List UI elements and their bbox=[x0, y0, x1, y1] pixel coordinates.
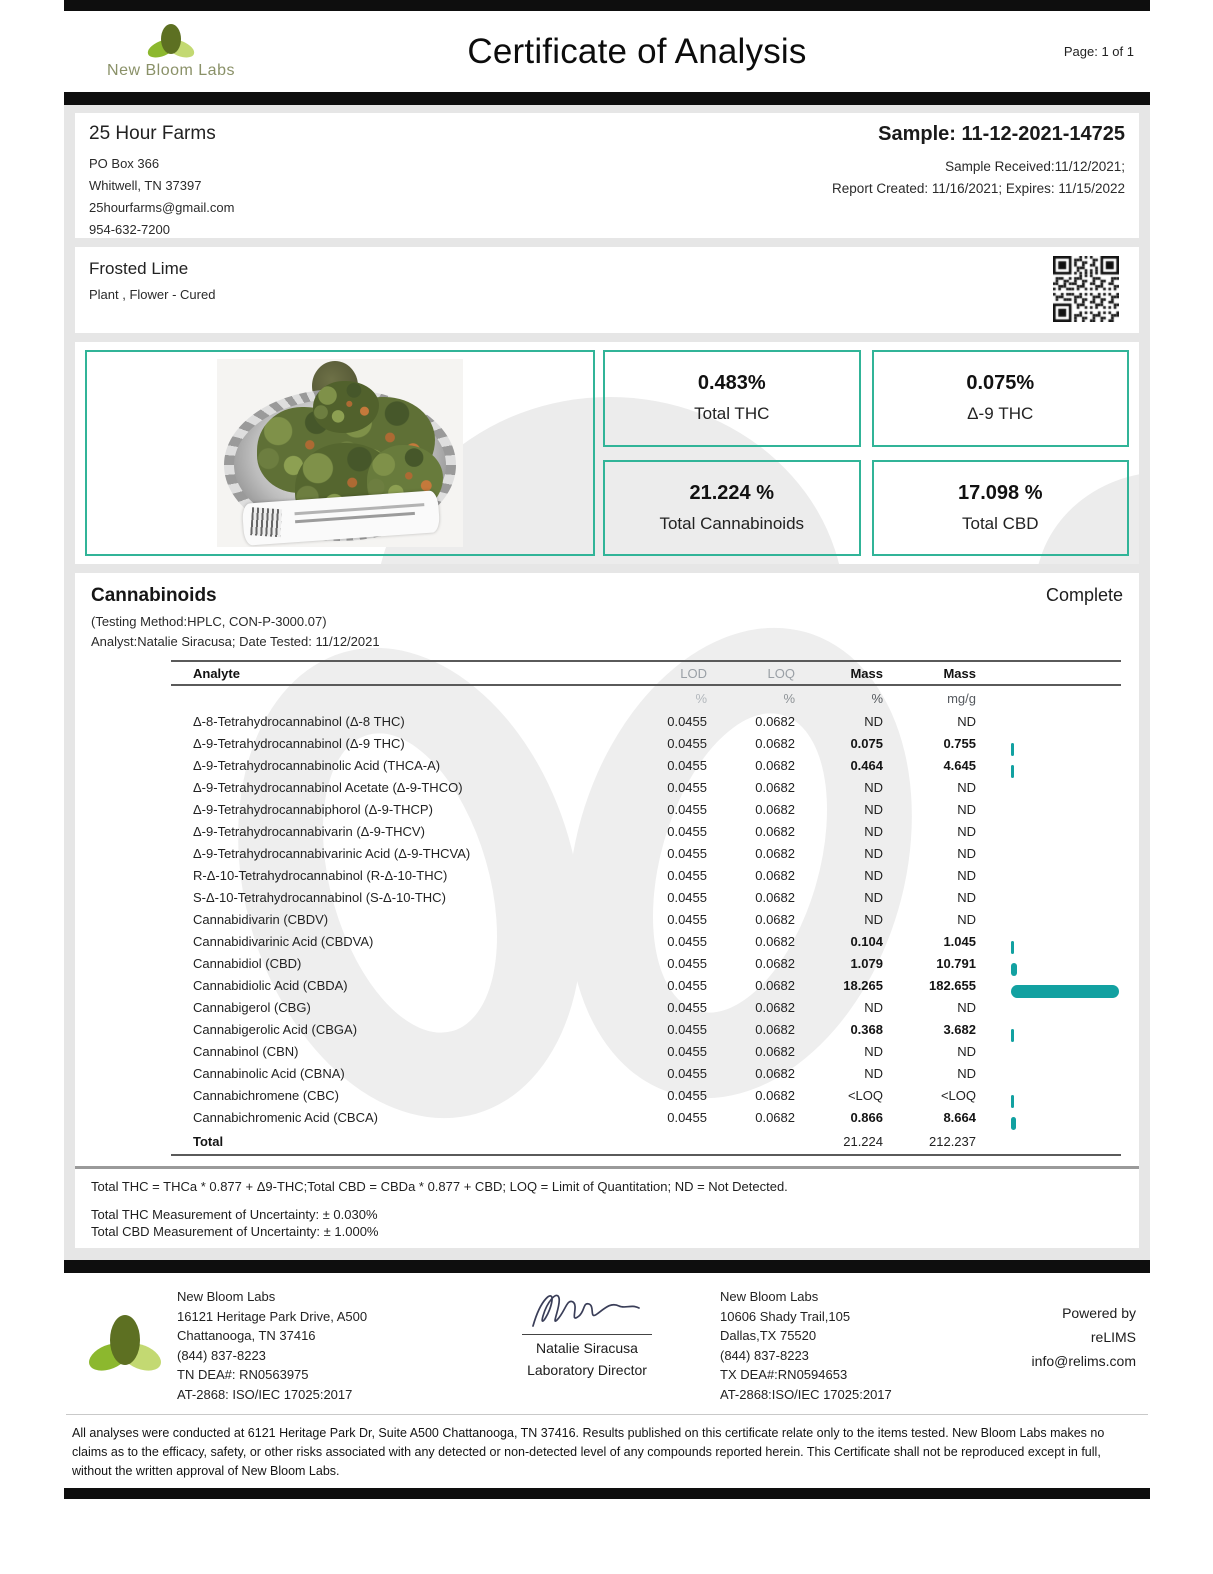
footer-line: 16121 Heritage Park Drive, A500 bbox=[177, 1308, 368, 1324]
calculation-note: Total THC = THCa * 0.877 + Δ9-THC;Total CBD = CBDa * 0.877 + CBD; LOQ = Limit of Quantitation; ND = Not Detected. bbox=[91, 1179, 788, 1194]
unit-lod: % bbox=[695, 690, 707, 706]
table-row: Δ-9-Tetrahydrocannabinol (Δ-9 THC) 0.0455 0.0682 0.075 0.755 bbox=[171, 732, 1121, 754]
table-row: Cannabichromene (CBC) 0.0455 0.0682 <LOQ <LOQ bbox=[171, 1084, 1121, 1106]
footer-line: info@relims.com bbox=[1031, 1353, 1136, 1369]
cbd-uncertainty-note: Total CBD Measurement of Uncertainty: ± 1.000% bbox=[91, 1224, 379, 1239]
table-row: Cannabinol (CBN) 0.0455 0.0682 ND ND bbox=[193, 1043, 976, 1059]
page-footer bbox=[64, 1273, 1150, 1414]
unit-mass-pct: % bbox=[871, 690, 883, 706]
footer-line: Powered by bbox=[1062, 1305, 1136, 1321]
footer-divider-bar bbox=[64, 1260, 1150, 1273]
sample-photo-frame bbox=[85, 350, 595, 556]
metric-value: 17.098 % bbox=[957, 481, 1043, 504]
table-row: S-Δ-10-Tetrahydrocannabinol (S-Δ-10-THC) 0.0455 0.0682 ND ND bbox=[193, 889, 976, 905]
sample-id: Sample: 11-12-2021-14725 bbox=[878, 123, 1125, 145]
client-info bbox=[89, 123, 235, 237]
footer-line: New Bloom Labs bbox=[177, 1289, 276, 1304]
unit-mass-mgg: mg/g bbox=[947, 690, 976, 706]
signatory-title: Laboratory Director bbox=[527, 1362, 647, 1378]
disclaimer-text: All analyses were conducted at 6121 Heritage Park Dr, Suite A500 Chattanooga, TN 37416. Results published on this certificate relate only to the items tested. New Bloom Labs makes no claims as to the efficacy, safety, or other risks associated with any detected or non-detected level of any compounds reported herein. This Certificate shall not be reproduced except in full, without the written approval of New Bloom Labs. bbox=[72, 1426, 1105, 1478]
table-row: Δ-8-Tetrahydrocannabinol (Δ-8 THC) 0.0455 0.0682 ND ND bbox=[193, 713, 976, 729]
footer-line: Dallas,TX 75520 bbox=[720, 1328, 817, 1343]
signature-scribble bbox=[527, 1286, 647, 1334]
lab-logo-text: New Bloom Labs bbox=[107, 61, 235, 79]
table-row: Cannabidiol (CBD) 0.0455 0.0682 1.079 10.791 bbox=[171, 952, 1121, 974]
footer-line: New Bloom Labs bbox=[720, 1289, 819, 1304]
table-row: R-Δ-10-Tetrahydrocannabinol (R-Δ-10-THC) 0.0455 0.0682 ND ND bbox=[193, 867, 976, 883]
table-row: Δ-9-Tetrahydrocannabiphorol (Δ-9-THCP) 0.0455 0.0682 ND ND bbox=[193, 801, 976, 817]
footer-line: Chattanooga, TN 37416 bbox=[177, 1328, 316, 1343]
header-divider-bar bbox=[64, 92, 1150, 105]
content-area bbox=[64, 105, 1150, 1260]
summary-metrics bbox=[603, 350, 1129, 556]
col-analyte: Analyte bbox=[193, 665, 240, 681]
metric-delta9-thc bbox=[872, 350, 1130, 447]
cannabinoids-table bbox=[171, 660, 1121, 1156]
table-row: Cannabinolic Acid (CBNA) 0.0455 0.0682 ND ND bbox=[193, 1065, 976, 1081]
thc-uncertainty-note: Total THC Measurement of Uncertainty: ± 0.030% bbox=[91, 1207, 378, 1222]
powered-by-block bbox=[967, 1283, 1142, 1408]
col-mass-mgg: Mass bbox=[943, 665, 976, 681]
product-card bbox=[75, 247, 1139, 333]
col-loq: LOQ bbox=[767, 665, 795, 681]
product-type: Plant , Flower - Cured bbox=[89, 287, 216, 302]
top-divider-bar bbox=[64, 0, 1150, 11]
metric-value: 0.483% bbox=[697, 372, 766, 395]
section-title: Cannabinoids bbox=[91, 585, 217, 606]
signature-image bbox=[522, 1283, 652, 1335]
client-email: 25hourfarms@gmail.com bbox=[89, 200, 235, 215]
col-mass-pct: Mass bbox=[850, 665, 883, 681]
qr-code bbox=[1053, 256, 1119, 322]
metric-label: Total CBD bbox=[961, 513, 1039, 533]
analyst-line: Analyst:Natalie Siracusa; Date Tested: 11/12/2021 bbox=[91, 634, 380, 649]
footer-line: (844) 837-8223 bbox=[720, 1347, 809, 1363]
product-name: Frosted Lime bbox=[89, 259, 189, 278]
signatory-name: Natalie Siracusa bbox=[536, 1340, 638, 1356]
table-row: Cannabidivarin (CBDV) 0.0455 0.0682 ND ND bbox=[193, 911, 976, 927]
cannabinoids-card bbox=[75, 573, 1139, 1248]
sample-info bbox=[832, 123, 1125, 228]
client-sample-card bbox=[75, 113, 1139, 238]
table-units-row bbox=[171, 686, 1121, 710]
page-number-label: Page: 1 of 1 bbox=[1063, 44, 1134, 59]
table-row: Cannabigerolic Acid (CBGA) 0.0455 0.0682 0.368 3.682 bbox=[171, 1018, 1121, 1040]
metric-label: Total Cannabinoids bbox=[659, 513, 805, 533]
client-address-line2: Whitwell, TN 37397 bbox=[89, 178, 202, 193]
metric-total-thc bbox=[603, 350, 861, 447]
metric-total-cbd bbox=[872, 460, 1130, 557]
sample-photo bbox=[217, 359, 463, 547]
client-address-line1: PO Box 366 bbox=[89, 156, 160, 171]
client-name: 25 Hour Farms bbox=[89, 123, 216, 144]
summary-card bbox=[75, 342, 1139, 564]
table-body bbox=[171, 710, 1121, 1156]
bottom-divider-bar bbox=[64, 1488, 1150, 1499]
testing-method: (Testing Method:HPLC, CON-P-3000.07) bbox=[91, 614, 327, 629]
table-total-row: Total 21.224 212.237 bbox=[193, 1133, 976, 1149]
footer-line: 10606 Shady Trail,105 bbox=[720, 1308, 851, 1324]
footer-lab-address-tn bbox=[177, 1283, 462, 1408]
footer-lab-address-tx bbox=[712, 1283, 967, 1408]
metric-value: 21.224 % bbox=[689, 481, 774, 504]
table-row: Cannabichromenic Acid (CBCA) 0.0455 0.0682 0.866 8.664 bbox=[171, 1106, 1121, 1128]
bloom-leaf-icon bbox=[145, 24, 197, 60]
footer-line: TX DEA#:RN0594653 bbox=[720, 1367, 848, 1382]
table-header-row bbox=[171, 660, 1121, 686]
footer-line: TN DEA#: RN0563975 bbox=[177, 1367, 309, 1382]
document-title: Certificate of Analysis bbox=[467, 31, 807, 71]
sample-received-date: Sample Received:11/12/2021; bbox=[945, 159, 1125, 174]
section-status: Complete bbox=[1045, 585, 1123, 605]
footer-line: AT-2868:ISO/IEC 17025:2017 bbox=[720, 1386, 892, 1402]
table-row: Cannabigerol (CBG) 0.0455 0.0682 ND ND bbox=[193, 999, 976, 1015]
col-lod: LOD bbox=[680, 665, 707, 681]
table-row: Δ-9-Tetrahydrocannabinol Acetate (Δ-9-THCO) 0.0455 0.0682 ND ND bbox=[193, 779, 976, 795]
footer-line: reLIMS bbox=[1090, 1329, 1136, 1345]
footer-line: (844) 837-8223 bbox=[177, 1347, 266, 1363]
table-row: Cannabidivarinic Acid (CBDVA) 0.0455 0.0682 0.104 1.045 bbox=[171, 930, 1121, 952]
signature-block bbox=[462, 1283, 712, 1408]
client-phone: 954-632-7200 bbox=[89, 222, 170, 237]
metric-total-cannabinoids bbox=[603, 460, 861, 557]
footer-line: AT-2868: ISO/IEC 17025:2017 bbox=[177, 1386, 353, 1402]
unit-loq: % bbox=[783, 690, 795, 706]
page-header bbox=[64, 11, 1150, 92]
footer-logo bbox=[72, 1283, 177, 1408]
metric-label: Δ-9 THC bbox=[967, 404, 1034, 424]
lab-logo bbox=[76, 24, 266, 80]
metric-value: 0.075% bbox=[966, 372, 1035, 395]
report-created-expires: Report Created: 11/16/2021; Expires: 11/15/2022 bbox=[832, 181, 1125, 196]
bloom-leaf-icon bbox=[88, 1315, 162, 1377]
section-header bbox=[91, 585, 1123, 607]
table-row: Cannabidiolic Acid (CBDA) 0.0455 0.0682 18.265 182.655 bbox=[171, 974, 1121, 996]
metric-label: Total THC bbox=[694, 404, 770, 424]
table-row: Δ-9-Tetrahydrocannabinolic Acid (THCA-A) 0.0455 0.0682 0.464 4.645 bbox=[171, 754, 1121, 776]
table-row: Δ-9-Tetrahydrocannabivarin (Δ-9-THCV) 0.0455 0.0682 ND ND bbox=[193, 823, 976, 839]
notes-section bbox=[75, 1166, 1139, 1240]
table-row: Δ-9-Tetrahydrocannabivarinic Acid (Δ-9-THCVA) 0.0455 0.0682 ND ND bbox=[193, 845, 976, 861]
